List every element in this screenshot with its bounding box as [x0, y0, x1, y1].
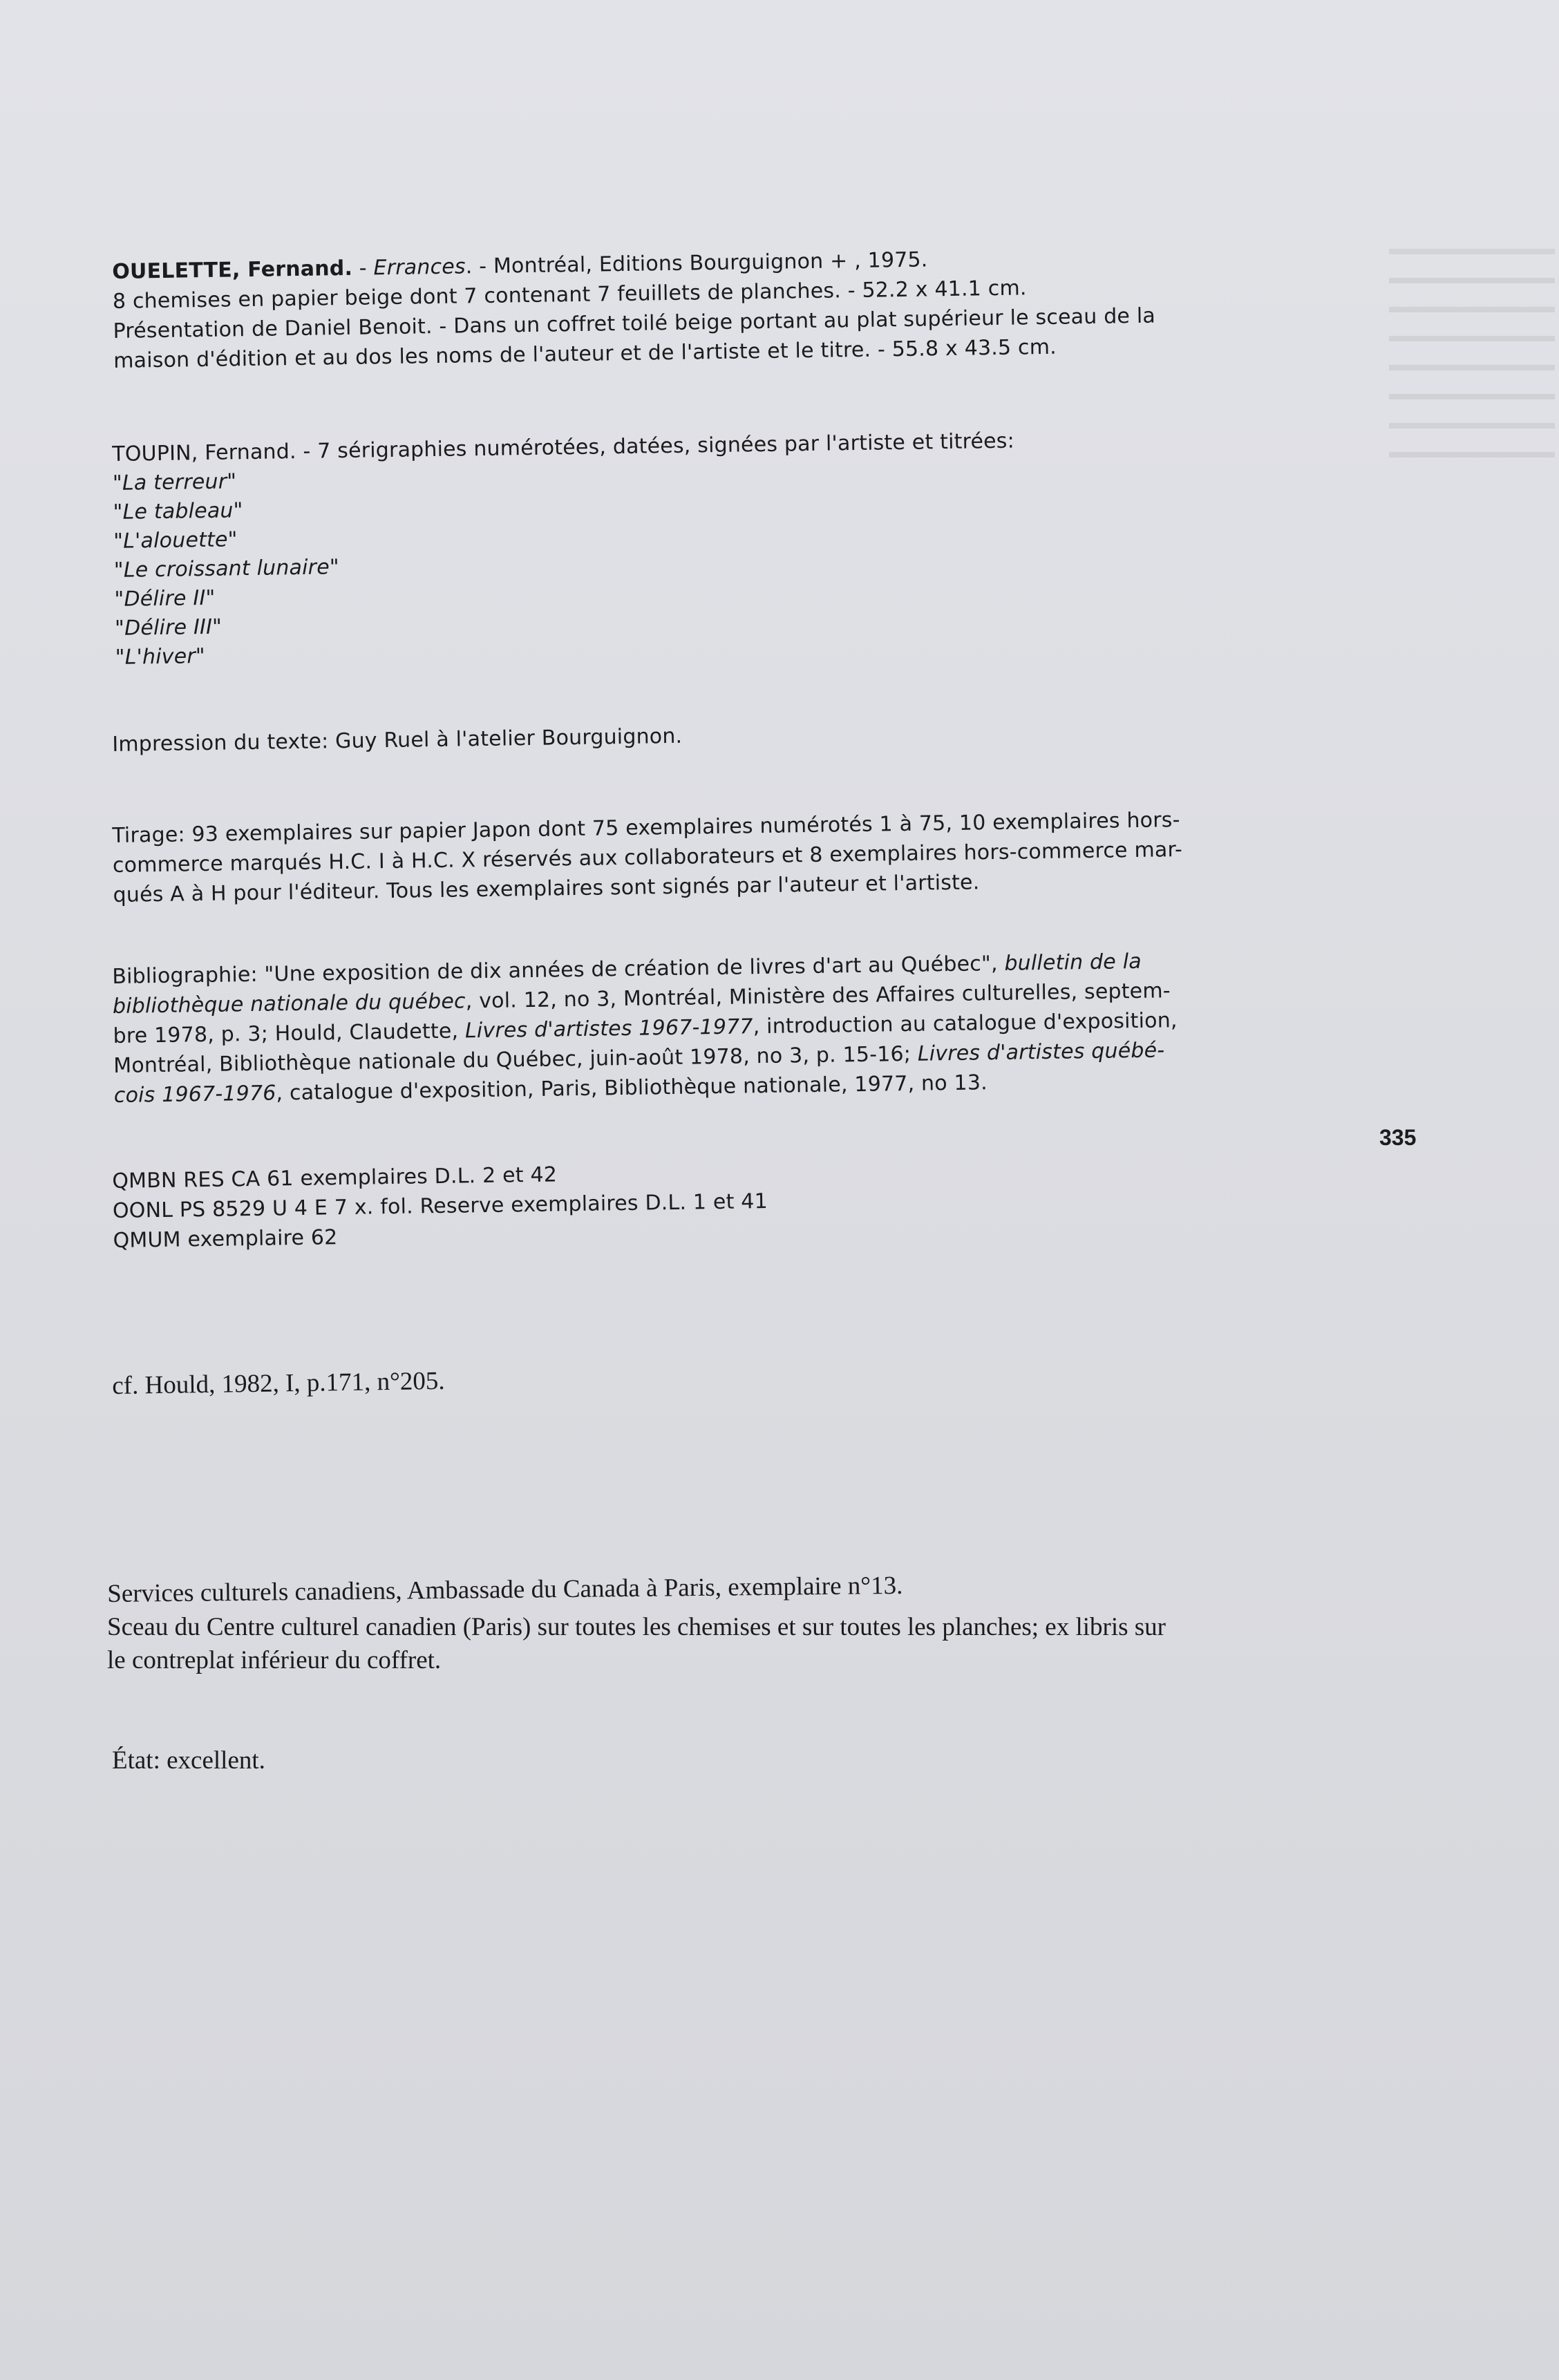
list-item: "Délire III" — [114, 614, 223, 641]
provenance-note — [107, 1571, 1351, 1677]
bibliography-text: Bibliographie: "Une exposition de dix années de création de livres d'art au Québec", — [112, 951, 1005, 989]
presentation-note-cont: maison d'édition et au dos les noms de l'auteur et de l'artiste et le titre. - 55.8 x 43.5 cm. — [113, 334, 1057, 373]
bibliography-title: bulletin de la — [1004, 949, 1142, 976]
list-item: "Le tableau" — [113, 498, 243, 525]
list-item: "Délire II" — [114, 585, 216, 612]
bibliography-text: , introduction au catalogue d'exposition, — [753, 1008, 1178, 1039]
entry-separator: - — [352, 256, 374, 281]
tirage-line: commerce marqués H.C. I à H.C. X réservés aux collaborateurs et 8 exemplaires hors-commerce mar- — [112, 838, 1183, 878]
entry-ouelette — [112, 240, 1247, 376]
holding-item: QMUM exemplaire 62 — [113, 1225, 338, 1253]
holdings-list — [112, 1150, 1247, 1256]
book-title: Errances — [373, 254, 466, 281]
list-item: "L'alouette" — [113, 527, 238, 554]
provenance-line: Services culturels canadiens, Ambassade du Canada à Paris, exemplaire n°13. — [107, 1571, 903, 1608]
print-description: - 7 sérigraphies numérotées, datées, signées par l'artiste et titrées: — [296, 428, 1015, 464]
bibliography-title: Livres d'artistes 1967-1977 — [464, 1014, 753, 1043]
holding-item: QMBN RES CA 61 exemplaires D.L. 2 et 42 — [112, 1162, 558, 1193]
tirage-note — [112, 804, 1247, 910]
reference-note — [112, 1354, 1245, 1401]
list-item: "La terreur" — [112, 469, 237, 495]
show-through-text — [1389, 249, 1555, 940]
tirage-line: qués A à H pour l'éditeur. Tous les exemplaires sont signés par l'auteur et l'artiste. — [113, 870, 980, 907]
bibliography-text: Montréal, Bibliothèque nationale du Québec, juin-août 1978, no 3, p. 15-16; — [113, 1041, 918, 1078]
bibliography-text: , catalogue d'exposition, Paris, Bibliothèque nationale, 1977, no 13. — [276, 1070, 988, 1106]
bibliography — [112, 945, 1247, 1111]
holding-item: OONL PS 8529 U 4 E 7 x. fol. Reserve exemplaires D.L. 1 et 41 — [112, 1189, 768, 1223]
bibliography-text: bre 1978, p. 3; Hould, Claudette, — [113, 1019, 466, 1048]
impression-text: Impression du texte: Guy Ruel à l'atelier Bourguignon. — [112, 724, 683, 757]
tirage-line: Tirage: 93 exemplaires sur papier Japon dont 75 exemplaires numérotés 1 à 75, 10 exemplaires hors- — [112, 808, 1180, 848]
bibliography-title: cois 1967-1976 — [113, 1081, 276, 1108]
print-titles-list — [113, 453, 1249, 672]
entry-toupin — [112, 423, 1249, 672]
physical-description: 8 chemises en papier beige dont 7 contenant 7 feuillets de planches. - 52.2 x 41.1 cm. — [112, 276, 1027, 314]
bibliography-title: bibliothèque nationale du québec — [112, 989, 466, 1019]
impression-note — [112, 713, 1245, 759]
condition-note — [112, 1746, 1245, 1775]
list-item: "Le croissant lunaire" — [113, 555, 340, 583]
provenance-line: Sceau du Centre culturel canadien (Paris) sur toutes les chemises et sur toutes les planches; ex libris sur — [107, 1613, 1166, 1641]
imprint: . - Montréal, Editions Bourguignon + , 1975. — [465, 247, 928, 279]
artist-name: TOUPIN, Fernand. — [112, 440, 296, 466]
list-item: "L'hiver" — [115, 644, 206, 670]
condition-text: État: excellent. — [112, 1746, 265, 1775]
presentation-note: Présentation de Daniel Benoit. - Dans un coffret toilé beige portant au plat supérieur le sceau de la — [113, 303, 1156, 343]
reference-text: cf. Hould, 1982, I, p.171, n°205. — [112, 1366, 445, 1400]
page-number: 335 — [1379, 1125, 1417, 1150]
bibliography-title: Livres d'artistes québé- — [917, 1038, 1165, 1066]
provenance-line: le contreplat inférieur du coffret. — [107, 1646, 442, 1674]
author-name: OUELETTE, Fernand. — [112, 256, 353, 284]
bibliography-text: , vol. 12, no 3, Montréal, Ministère des Affaires culturelles, septem- — [465, 979, 1171, 1014]
